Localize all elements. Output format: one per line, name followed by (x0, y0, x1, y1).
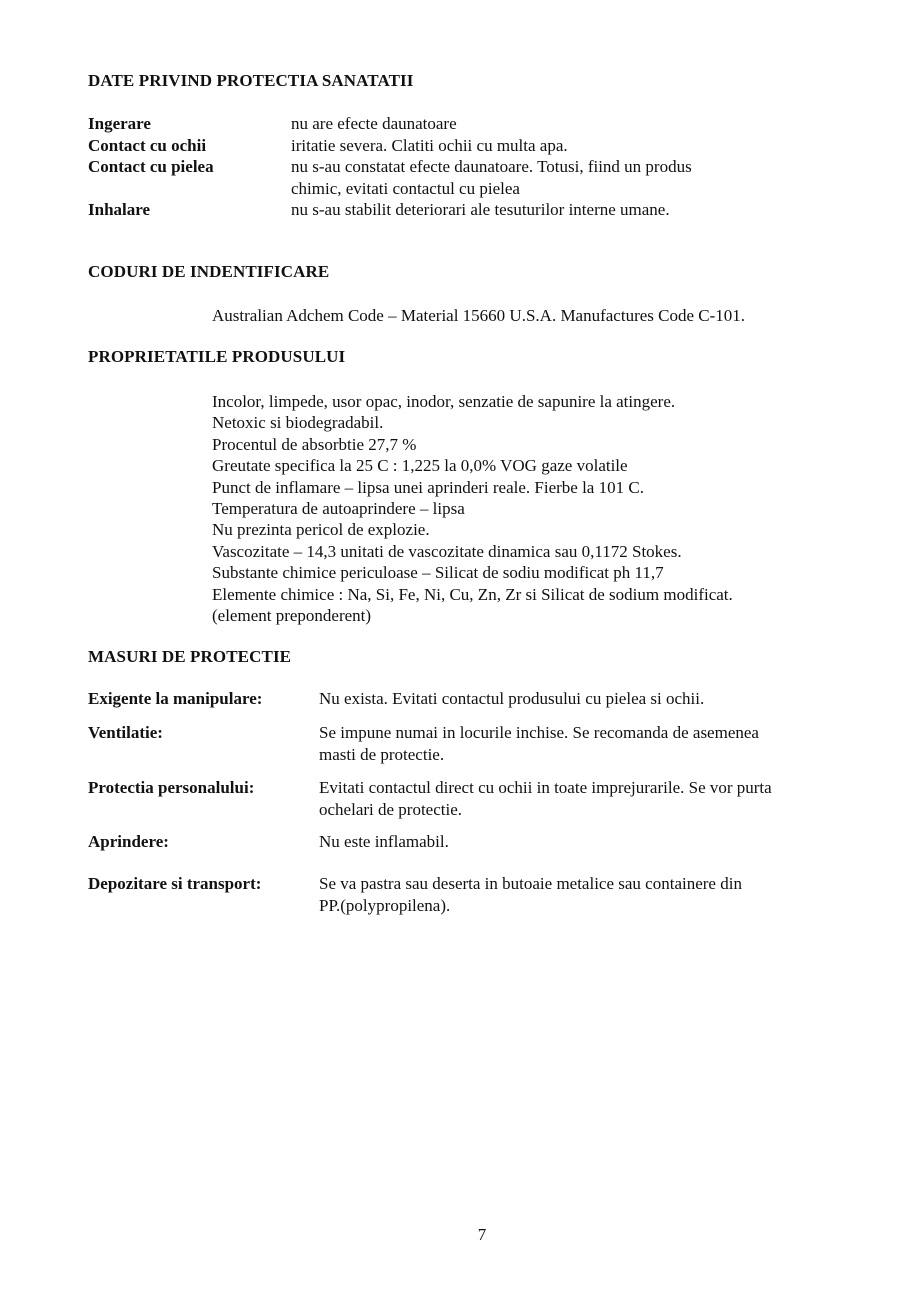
health-row-inhalare (88, 199, 848, 221)
health-row-ingerare (88, 113, 848, 135)
health-value (291, 135, 848, 157)
measure-row-protectia (88, 777, 848, 820)
measure-label: Exigente la manipulare: (88, 689, 263, 708)
measure-value (319, 831, 848, 853)
property-line: Greutate specifica la 25 C : 1,225 la 0,0% VOG gaze volatile (212, 456, 628, 476)
health-row-pielea (88, 156, 848, 199)
measure-value-line: masti de protectie. (319, 744, 445, 764)
measure-row-ventilatie (88, 722, 848, 765)
property-line: Nu prezinta pericol de explozie. (212, 520, 430, 540)
health-value-line: chimic, evitati contactul cu pielea (291, 178, 520, 198)
section-properties-title: PROPRIETATILE PRODUSULUI (88, 347, 346, 366)
measure-value-line: Se impune numai in locurile inchise. Se recomanda de asemenea (319, 723, 759, 742)
section-measures-title: MASURI DE PROTECTIE (88, 647, 292, 666)
measure-value-line: Nu exista. Evitati contactul produsului cu pielea si ochii. (319, 689, 705, 708)
property-line: (element preponderent) (212, 606, 372, 626)
measure-value (319, 777, 848, 820)
measure-value (319, 722, 848, 765)
property-line: Substante chimice periculoase – Silicat de sodiu modificat ph 11,7 (212, 563, 664, 583)
measure-value-line: PP.(polypropilena). (319, 895, 451, 915)
page-number: 7 (477, 1225, 487, 1244)
measure-label: Aprindere: (88, 832, 169, 851)
health-label: Ingerare (88, 114, 151, 133)
section-health-title: DATE PRIVIND PROTECTIA SANATATII (88, 71, 414, 90)
health-value (291, 199, 848, 221)
property-line: Incolor, limpede, usor opac, inodor, senzatie de sapunire la atingere. (212, 392, 676, 411)
measure-row-aprindere (88, 831, 848, 853)
health-value-line: nu s-au constatat efecte daunatoare. Totusi, fiind un produs (291, 157, 692, 176)
health-value-line: iritatie severa. Clatiti ochii cu multa apa. (291, 135, 568, 155)
health-label: Contact cu ochii (88, 135, 207, 155)
measure-value-line: Se va pastra sau deserta in butoaie metalice sau containere din (319, 874, 742, 893)
property-line: Procentul de absorbtie 27,7 % (212, 434, 417, 454)
measure-value (319, 873, 848, 916)
measure-label: Depozitare si transport: (88, 874, 262, 893)
health-row-ochii (88, 135, 848, 157)
property-line: Netoxic si biodegradabil. (212, 413, 384, 433)
health-value (291, 113, 848, 135)
property-line: Vascozitate – 14,3 unitati de vascozitate dinamica sau 0,1172 Stokes. (212, 541, 682, 561)
measure-label: Ventilatie: (88, 723, 163, 742)
measure-value-line: Evitati contactul direct cu ochii in toate imprejurarile. Se vor purta (319, 778, 772, 797)
measure-row-depozitare (88, 873, 848, 916)
property-line: Elemente chimice : Na, Si, Fe, Ni, Cu, Zn, Zr si Silicat de sodium modificat. (212, 584, 733, 604)
health-value-line: nu are efecte daunatoare (291, 114, 457, 133)
measure-label: Protectia personalului: (88, 778, 255, 797)
measure-value (319, 688, 848, 710)
measure-value-line: Nu este inflamabil. (319, 832, 449, 851)
properties-list (212, 391, 852, 626)
health-label: Contact cu pielea (88, 157, 214, 176)
property-line: Punct de inflamare – lipsa unei aprinderi reale. Fierbe la 101 C. (212, 477, 644, 497)
section-codes-title: CODURI DE INDENTIFICARE (88, 262, 330, 281)
health-label: Inhalare (88, 200, 151, 219)
measure-row-manipulare (88, 688, 848, 710)
health-value (291, 156, 848, 199)
health-value-line: nu s-au stabilit deteriorari ale tesuturilor interne umane. (291, 200, 670, 219)
measure-value-line: ochelari de protectie. (319, 799, 463, 819)
property-line: Temperatura de autoaprindere – lipsa (212, 499, 465, 519)
codes-text: Australian Adchem Code – Material 15660 U.S.A. Manufactures Code C-101. (212, 306, 746, 325)
